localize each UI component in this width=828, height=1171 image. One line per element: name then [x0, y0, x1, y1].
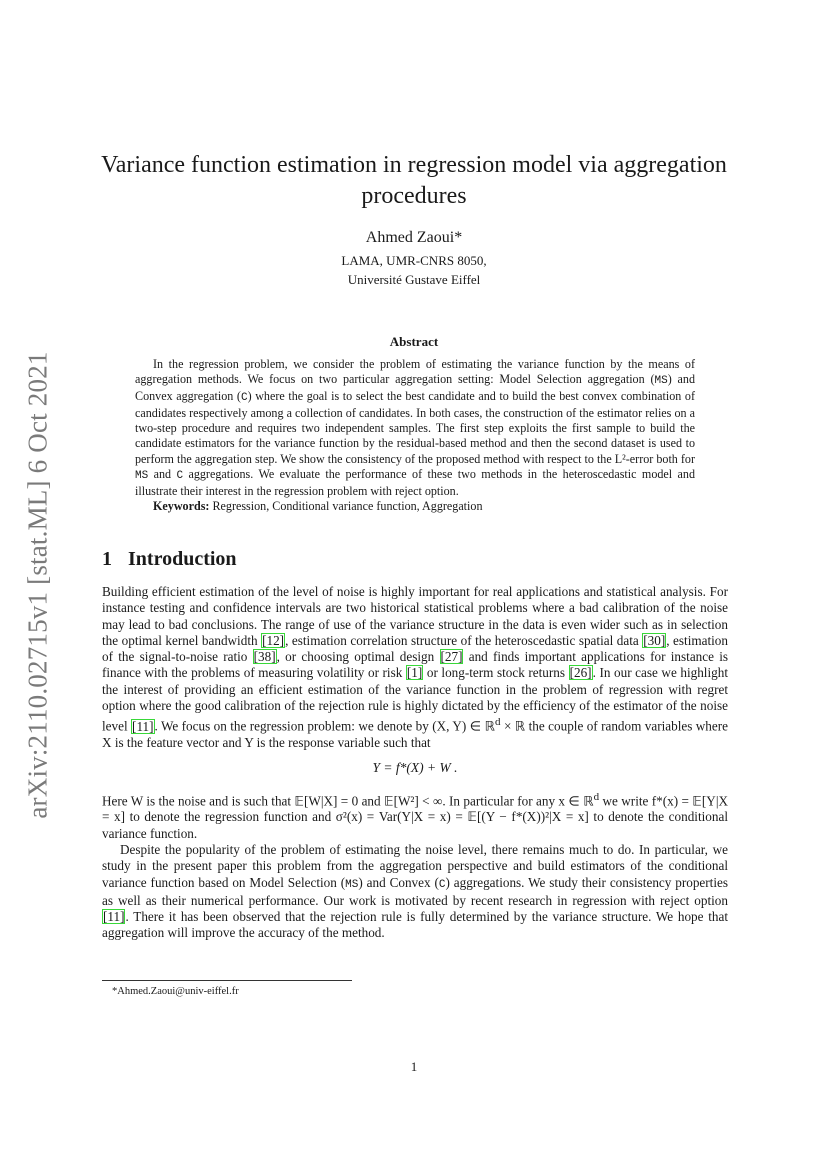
abstract-body [135, 357, 695, 514]
citation-30[interactable]: [30] [643, 632, 666, 648]
citation-27[interactable]: [27] [440, 649, 463, 665]
citation-38[interactable]: [38] [253, 649, 276, 665]
section-title: Introduction [128, 548, 237, 570]
paper-title: Variance function estimation in regression model via aggregation procedures [101, 152, 727, 209]
keywords-label: Keywords: [153, 498, 210, 513]
footnote-divider [102, 980, 352, 981]
citation-12[interactable]: [12] [262, 632, 285, 648]
intro-paragraph-1: Building efficient estimation of the level of noise is highly important for real applications and statistical analysis. For instance testing and confidence intervals are two historical statistical problems where a bad calibration of the noise may lead to bad conclusions. The range of use of the variance structure in the data is even wider such as in selection the optimal kernel bandwidth [12], estimation correlation structure of the heteroscedastic spatial data [30], estimation of the signal-to-noise ratio [38], or choosing optimal design [27] and finds important applications for instance is finance with the problems of measuring volatility or risk [1] or long-term stock returns [26]. In our case we highlight the interest of providing an efficient estimation of the variance function in the problem of regression with regret option where the good calibration of the rejection rule is highly dictated by the efficiency of the estimator of the noise level [11]. We focus on the regression problem: we denote by (X, Y) ∈ ℝ$^d$ × ℝ the couple of random variables where X is the feature vector and Y is the response variable such that [102, 584, 729, 751]
arxiv-identifier-stamp: arXiv:2110.02715v1 [stat.ML] 6 Oct 2021 [22, 351, 53, 819]
citation-11[interactable]: [11] [132, 718, 154, 734]
citation-26[interactable]: [26] [569, 665, 592, 681]
affiliation-line-1: LAMA, UMR-CNRS 8050, [341, 253, 487, 268]
abstract-paragraph: In the regression problem, we consider the problem of estimating the variance function by the means of aggregation methods. We focus on two particular aggregation setting: Model Selection aggregation (MS) and Convex aggregation (C) where the goal is to select the best candidate and to build the best convex combination of candidates respectively among a collection of candidates. In both cases, the construction of the estimator relies on a two-step procedure and requires two independent samples. The first step exploits the first sample to build the candidate estimators for the variance function by the residual-based method and then the second dataset is used to perform the aggregation step. We show the consistency of the proposed method with respect to the L²-error both for MS and C aggregations. We evaluate the performance of these two methods in the heteroscedastic model and illustrate their interest in the regression problem with reject option. [135, 357, 695, 498]
section-heading-introduction [102, 548, 237, 571]
keywords-line [135, 499, 695, 514]
model-equation: Y = f*(X) + W . [372, 760, 458, 776]
page-number: 1 [410, 1059, 418, 1074]
citation-1[interactable]: [1] [406, 665, 423, 681]
keywords-list: Regression, Conditional variance function, Aggregation [212, 498, 483, 513]
citation-11-second[interactable]: [11] [103, 909, 125, 925]
introduction-body [102, 584, 728, 942]
author-name: Ahmed Zaoui* [365, 229, 463, 246]
section-number: 1 [102, 548, 112, 570]
footnote-email: *Ahmed.Zaoui@univ-eiffel.fr [112, 986, 239, 997]
intro-paragraph-2: Here W is the noise and is such that 𝔼[W|X] = 0 and 𝔼[W²] < ∞. In particular for any x ∈ ℝ$^d$ we write f*(x) = 𝔼[Y|X = x] to denote the regression function and σ²(x) = Var(Y|X = x) = 𝔼[(Y − f*(X))²|X = x] to denote the conditional variance function. [102, 790, 728, 841]
affiliation-line-2: Université Gustave Eiffel [347, 272, 481, 287]
abstract-heading: Abstract [389, 334, 439, 349]
intro-paragraph-3: Despite the popularity of the problem of estimating the noise level, there remains much to do. In particular, we study in the present paper this problem from the aggregation perspective and build estimators of the conditional variance function based on Model Selection (MS) and Convex (C) aggregations. We study their consistency properties as well as their numerical performance. Our work is motivated by recent research in regression with reject option [11]. There it has been observed that the rejection rule is fully determined by the variance structure. We hope that aggregation will improve the accuracy of the method. [102, 841, 728, 941]
